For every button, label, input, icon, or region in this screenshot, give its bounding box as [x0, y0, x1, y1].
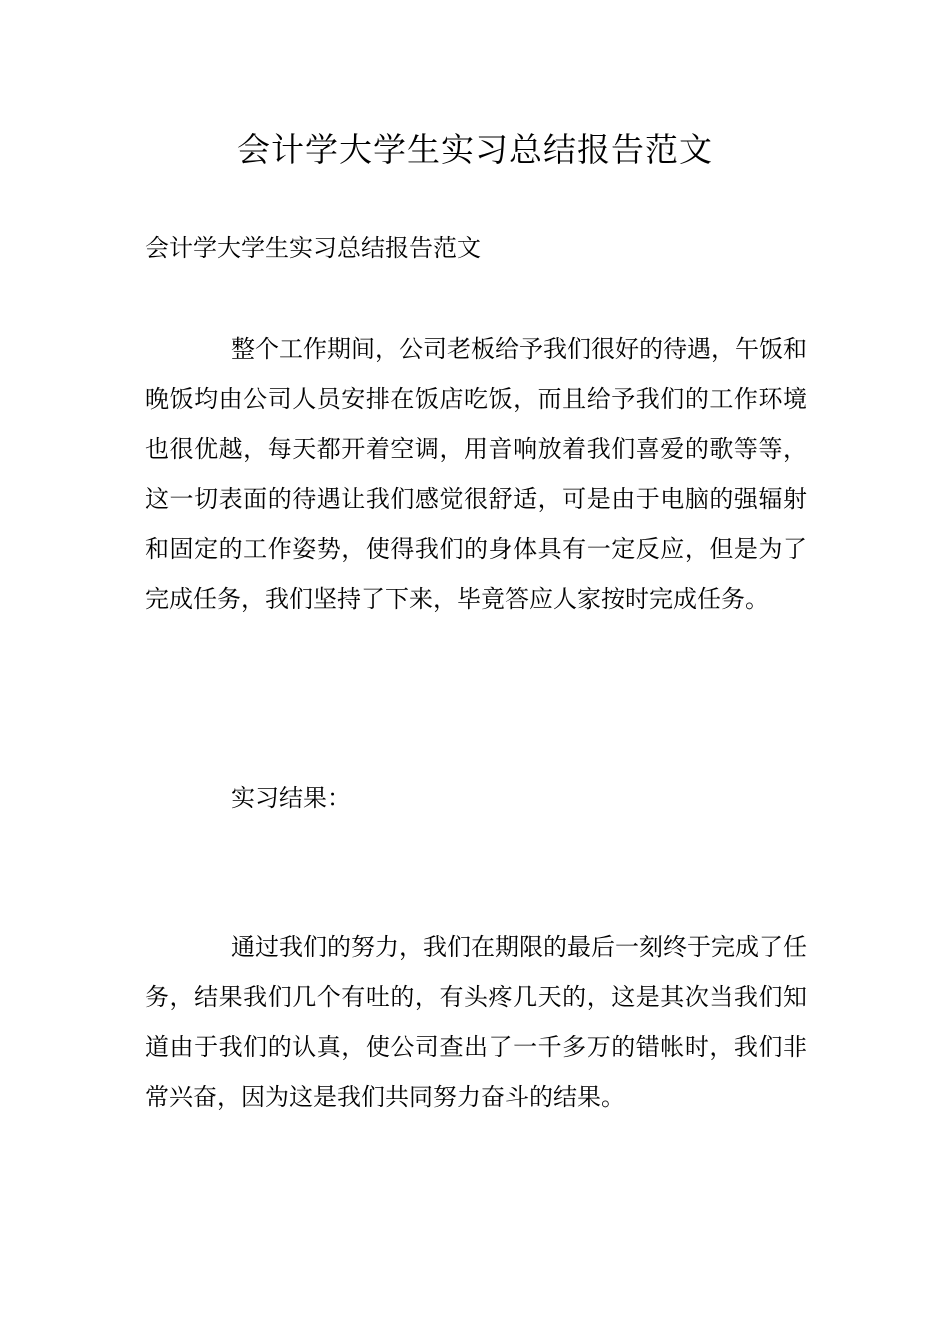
paragraph-results: 通过我们的努力，我们在期限的最后一刻终于完成了任务，结果我们几个有吐的，有头疼几天的，这是其次当我们知道由于我们的认真，使公司查出了一千多万的错帐时，我们非常兴奋，因为这是我们共同努力奋斗的结果。: [145, 933, 807, 1111]
paragraph-work-period: 整个工作期间，公司老板给予我们很好的待遇，午饭和晚饭均由公司人员安排在饭店吃饭，而且给予我们的工作环境也很优越，每天都开着空调，用音响放着我们喜爱的歌等等，这一切表面的待遇让我们感觉很舒适，可是由于电脑的强辐射和固定的工作姿势，使得我们的身体具有一定反应，但是为了完成任务，我们坚持了下来，毕竟答应人家按时完成任务。: [145, 335, 807, 613]
section-heading-results: 实习结果：: [231, 784, 351, 812]
document-subtitle: 会计学大学生实习总结报告范文: [145, 234, 481, 262]
document-title: 会计学大学生实习总结报告范文: [237, 130, 713, 169]
